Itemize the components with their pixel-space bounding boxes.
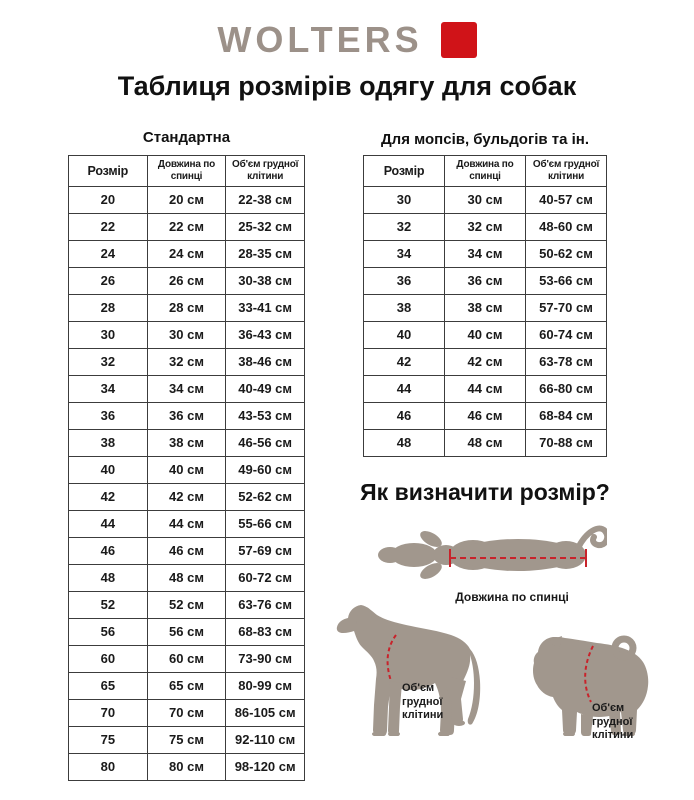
- how-to-title: Як визначити розмір?: [360, 479, 610, 505]
- table-row: [69, 187, 305, 214]
- back-length-cell: 38 см: [445, 295, 526, 322]
- table-row: [69, 511, 305, 538]
- chest-girth-cell: 57-70 см: [526, 295, 607, 322]
- table-row: [69, 376, 305, 403]
- size-cell: 48: [69, 565, 148, 592]
- back-length-cell: 42 см: [445, 349, 526, 376]
- back-length-cell: 44 см: [147, 511, 226, 538]
- table-row: [364, 322, 607, 349]
- chest-girth-cell: 36-43 см: [226, 322, 305, 349]
- size-cell: 80: [69, 754, 148, 781]
- wolters-logo-text: WOLTERS: [217, 19, 423, 60]
- size-cell: 34: [69, 376, 148, 403]
- table-row: [69, 646, 305, 673]
- table-row: [69, 457, 305, 484]
- back-length-cell: 36 см: [445, 268, 526, 295]
- size-cell: 36: [69, 403, 148, 430]
- back-length-cell: 28 см: [147, 295, 226, 322]
- table-row: [69, 700, 305, 727]
- back-length-cell: 60 см: [147, 646, 226, 673]
- table-row: [69, 349, 305, 376]
- back-length-cell: 46 см: [445, 403, 526, 430]
- pugs-size-table: [363, 155, 607, 457]
- chest-girth-cell: 53-66 см: [526, 268, 607, 295]
- table-row: [69, 565, 305, 592]
- size-cell: 40: [69, 457, 148, 484]
- table-row: [69, 322, 305, 349]
- back-length-cell: 26 см: [147, 268, 226, 295]
- chest-girth-cell: 38-46 см: [226, 349, 305, 376]
- column-header: Довжина по спинці: [147, 156, 226, 187]
- back-length-cell: 32 см: [147, 349, 226, 376]
- size-cell: 38: [69, 430, 148, 457]
- table-row: [364, 430, 607, 457]
- chest-girth-label-line: грудної: [402, 695, 443, 708]
- table-row: [69, 673, 305, 700]
- chest-girth-cell: 46-56 см: [226, 430, 305, 457]
- back-length-cell: 44 см: [445, 376, 526, 403]
- back-length-cell: 36 см: [147, 403, 226, 430]
- size-cell: 22: [69, 214, 148, 241]
- table-row: [69, 484, 305, 511]
- size-cell: 46: [69, 538, 148, 565]
- chest-girth-cell: 98-120 см: [226, 754, 305, 781]
- column-header: Довжина по спинці: [445, 156, 526, 187]
- chest-girth-cell: 50-62 см: [526, 241, 607, 268]
- back-length-cell: 24 см: [147, 241, 226, 268]
- chest-girth-cell: 43-53 см: [226, 403, 305, 430]
- chest-girth-cell: 55-66 см: [226, 511, 305, 538]
- column-header: Розмір: [69, 156, 148, 187]
- back-length-cell: 48 см: [445, 430, 526, 457]
- table-header-row: [69, 156, 305, 187]
- chest-girth-label-line: клітини: [402, 709, 444, 721]
- table-row: [364, 268, 607, 295]
- chest-girth-cell: 49-60 см: [226, 457, 305, 484]
- size-cell: 24: [69, 241, 148, 268]
- brand-logo: [0, 19, 694, 60]
- size-cell: 36: [364, 268, 445, 295]
- size-cell: 48: [364, 430, 445, 457]
- chest-girth-cell: 92-110 см: [226, 727, 305, 754]
- dog-tail: [578, 528, 607, 548]
- table-row: [69, 295, 305, 322]
- chest-girth-cell: 86-105 см: [226, 700, 305, 727]
- table-row: [364, 187, 607, 214]
- table-row: [364, 403, 607, 430]
- table-row: [69, 214, 305, 241]
- bulldog-curled-tail: [615, 639, 633, 657]
- chest-girth-label: [592, 702, 633, 743]
- back-length-cell: 34 см: [445, 241, 526, 268]
- table-row: [364, 241, 607, 268]
- chest-girth-cell: 73-90 см: [226, 646, 305, 673]
- chest-girth-label-line: клітини: [592, 729, 634, 741]
- page-title: Таблиця розмірів одягу для собак: [117, 71, 577, 101]
- standard-table-title: Стандартна: [142, 129, 231, 146]
- table-row: [69, 727, 305, 754]
- chest-girth-cell: 40-49 см: [226, 376, 305, 403]
- chest-girth-cell: 68-83 см: [226, 619, 305, 646]
- table-row: [69, 538, 305, 565]
- size-cell: 20: [69, 187, 148, 214]
- size-cell: 70: [69, 700, 148, 727]
- pugs-table-title: Для мопсів, бульдогів та ін.: [380, 131, 590, 148]
- table-row: [69, 754, 305, 781]
- chest-girth-cell: 25-32 см: [226, 214, 305, 241]
- chest-girth-label-line: грудної: [592, 715, 633, 728]
- chest-girth-cell: 80-99 см: [226, 673, 305, 700]
- how-to-section: [330, 478, 694, 778]
- back-length-cell: 40 см: [445, 322, 526, 349]
- size-cell: 28: [69, 295, 148, 322]
- size-cell: 32: [69, 349, 148, 376]
- back-length-cell: 52 см: [147, 592, 226, 619]
- table-row: [69, 268, 305, 295]
- back-length-label: Довжина по спинці: [455, 590, 569, 604]
- size-cell: 30: [364, 187, 445, 214]
- size-cell: 38: [364, 295, 445, 322]
- size-cell: 26: [69, 268, 148, 295]
- size-cell: 65: [69, 673, 148, 700]
- chest-girth-cell: 52-62 см: [226, 484, 305, 511]
- back-length-cell: 75 см: [147, 727, 226, 754]
- back-length-cell: 30 см: [445, 187, 526, 214]
- table-row: [69, 619, 305, 646]
- back-length-cell: 48 см: [147, 565, 226, 592]
- back-length-cell: 38 см: [147, 430, 226, 457]
- chest-girth-cell: 40-57 см: [526, 187, 607, 214]
- size-cell: 42: [364, 349, 445, 376]
- size-cell: 56: [69, 619, 148, 646]
- chest-girth-label: [402, 682, 443, 723]
- table-row: [364, 349, 607, 376]
- back-length-cell: 80 см: [147, 754, 226, 781]
- chest-girth-cell: 60-72 см: [226, 565, 305, 592]
- chest-girth-cell: 57-69 см: [226, 538, 305, 565]
- table-row: [364, 295, 607, 322]
- back-length-cell: 56 см: [147, 619, 226, 646]
- chest-girth-cell: 68-84 см: [526, 403, 607, 430]
- column-header: Об'єм грудної клітини: [526, 156, 607, 187]
- size-cell: 44: [364, 376, 445, 403]
- table-row: [69, 430, 305, 457]
- chest-girth-cell: 63-78 см: [526, 349, 607, 376]
- size-cell: 60: [69, 646, 148, 673]
- chest-girth-cell: 66-80 см: [526, 376, 607, 403]
- table-row: [69, 241, 305, 268]
- size-cell: 52: [69, 592, 148, 619]
- size-cell: 34: [364, 241, 445, 268]
- chest-girth-cell: 33-41 см: [226, 295, 305, 322]
- back-length-cell: 22 см: [147, 214, 226, 241]
- size-cell: 46: [364, 403, 445, 430]
- standard-size-table: [68, 155, 305, 781]
- column-header: Об'єм грудної клітини: [226, 156, 305, 187]
- back-length-cell: 46 см: [147, 538, 226, 565]
- table-row: [364, 376, 607, 403]
- chest-girth-label-line: Об'єм: [592, 702, 625, 714]
- table-row: [69, 403, 305, 430]
- size-cell: 32: [364, 214, 445, 241]
- chest-girth-cell: 28-35 см: [226, 241, 305, 268]
- table-row: [69, 592, 305, 619]
- dog-top-view-body: [378, 528, 586, 582]
- chest-girth-cell: 70-88 см: [526, 430, 607, 457]
- back-length-cell: 20 см: [147, 187, 226, 214]
- column-header: Розмір: [364, 156, 445, 187]
- back-length-cell: 70 см: [147, 700, 226, 727]
- size-cell: 42: [69, 484, 148, 511]
- chest-girth-cell: 60-74 см: [526, 322, 607, 349]
- size-cell: 40: [364, 322, 445, 349]
- table-header-row: [364, 156, 607, 187]
- back-length-cell: 30 см: [147, 322, 226, 349]
- size-cell: 44: [69, 511, 148, 538]
- size-cell: 75: [69, 727, 148, 754]
- table-row: [364, 214, 607, 241]
- chest-girth-cell: 22-38 см: [226, 187, 305, 214]
- back-length-cell: 32 см: [445, 214, 526, 241]
- back-length-cell: 42 см: [147, 484, 226, 511]
- back-length-cell: 34 см: [147, 376, 226, 403]
- chest-girth-cell: 30-38 см: [226, 268, 305, 295]
- chest-girth-cell: 63-76 см: [226, 592, 305, 619]
- chest-girth-cell: 48-60 см: [526, 214, 607, 241]
- size-cell: 30: [69, 322, 148, 349]
- chest-girth-label-line: Об'єм: [402, 682, 435, 694]
- back-length-cell: 40 см: [147, 457, 226, 484]
- brand-red-square: [441, 22, 477, 58]
- back-length-cell: 65 см: [147, 673, 226, 700]
- dog-top-view-illustration: [378, 522, 607, 588]
